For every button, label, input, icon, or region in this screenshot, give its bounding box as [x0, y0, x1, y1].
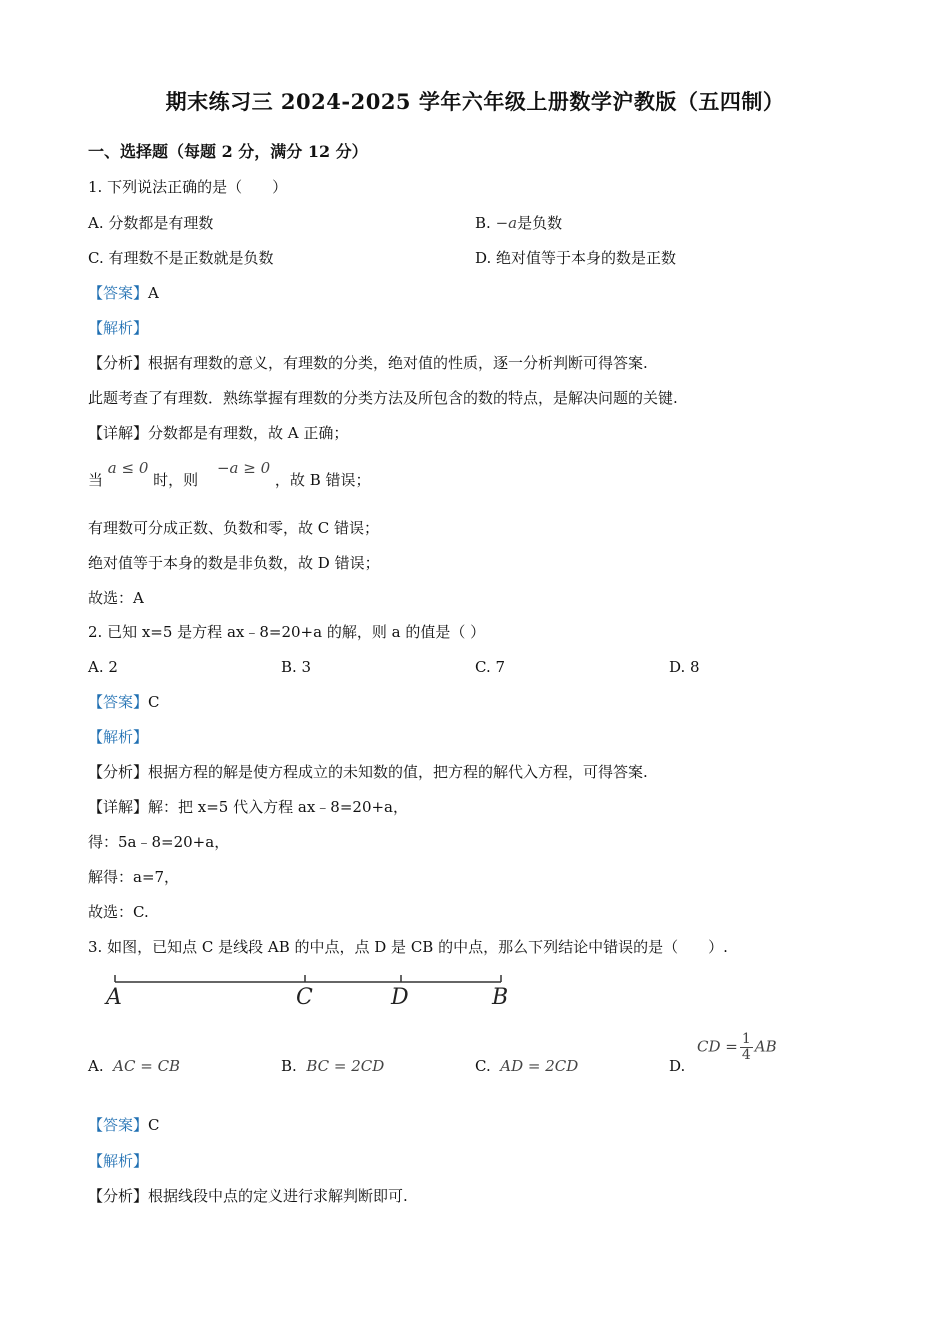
q2-analysis-tag: 【解析】	[88, 728, 149, 746]
q3-option-a: A. AC = CB	[88, 1057, 181, 1075]
q1-option-b: B. −a是负数	[475, 214, 563, 232]
q1-analysis-tag: 【解析】	[88, 319, 149, 337]
point-b-label: B	[492, 985, 509, 1010]
q2-option-d: D. 8	[669, 658, 700, 676]
q3-answer: 【答案】C	[88, 1116, 160, 1134]
fraction-one-quarter: $\frac{1}{4}$	[741, 1031, 751, 1063]
q3-option-d-formula: CD = $\frac{1}{4}$ AB	[697, 1031, 777, 1063]
q3-option-c: C. AD = 2CD	[475, 1057, 579, 1075]
q2-answer: 【答案】C	[88, 693, 160, 711]
q1-detail-3: 有理数可分成正数、负数和零，故 C 错误；	[88, 519, 380, 537]
q2-option-a: A. 2	[88, 658, 118, 676]
q3-analysis-tag: 【解析】	[88, 1152, 149, 1170]
point-d-label: D	[391, 985, 409, 1010]
q1-option-d: D. 绝对值等于本身的数是正数	[475, 249, 677, 267]
q1-fenxi: 【分析】根据有理数的意义，有理数的分类，绝对值的性质，逐一分析判断可得答案.	[88, 354, 648, 372]
q1-detail-4: 绝对值等于本身的数是非负数，故 D 错误；	[88, 554, 380, 572]
q1-detail-2: 当 a ≤ 0 时，则 −a ≥ 0 ，故 B 错误；	[88, 459, 371, 489]
q3-option-b: B. BC = 2CD	[281, 1057, 385, 1075]
point-c-label: C	[296, 985, 313, 1010]
q1-detail-1: 【详解】分数都是有理数，故 A 正确；	[88, 424, 349, 442]
q3-option-d: D.	[669, 1057, 686, 1075]
q1-option-a: A. 分数都是有理数	[88, 214, 214, 232]
q2-choose: 故选：C.	[88, 903, 149, 921]
q2-option-c: C. 7	[475, 658, 506, 676]
q1-stem: 1. 下列说法正确的是（ ）	[88, 178, 288, 196]
q2-detail-3: 解得：a=7，	[88, 868, 180, 886]
q2-detail-2: 得：5a﹣8=20+a，	[88, 833, 230, 851]
q1-answer: 【答案】A	[88, 284, 159, 302]
point-a-label: A	[106, 985, 122, 1010]
q1-choose: 故选：A	[88, 589, 144, 607]
q1-option-c: C. 有理数不是正数就是负数	[88, 249, 274, 267]
section-heading: 一、选择题（每题 2 分，满分 12 分）	[88, 142, 368, 161]
q2-option-b: B. 3	[281, 658, 312, 676]
q2-detail-1: 【详解】解：把 x=5 代入方程 ax﹣8=20+a，	[88, 798, 409, 816]
q3-stem: 3. 如图，已知点 C 是线段 AB 的中点，点 D 是 CB 的中点，那么下列结论中错误的是（ ）.	[88, 938, 728, 956]
q1-summary: 此题考查了有理数．熟练掌握有理数的分类方法及所包含的数的特点，是解决问题的关键.	[88, 389, 678, 407]
q2-fenxi: 【分析】根据方程的解是使方程成立的未知数的值，把方程的解代入方程，可得答案.	[88, 763, 648, 781]
q2-stem: 2. 已知 x=5 是方程 ax﹣8=20+a 的解，则 a 的值是（ ）	[88, 623, 486, 641]
page-title: 期末练习三 2024-2025 学年六年级上册数学沪教版（五四制）	[165, 89, 785, 114]
segment-diagram	[105, 970, 525, 990]
q3-fenxi: 【分析】根据线段中点的定义进行求解判断即可.	[88, 1187, 408, 1205]
